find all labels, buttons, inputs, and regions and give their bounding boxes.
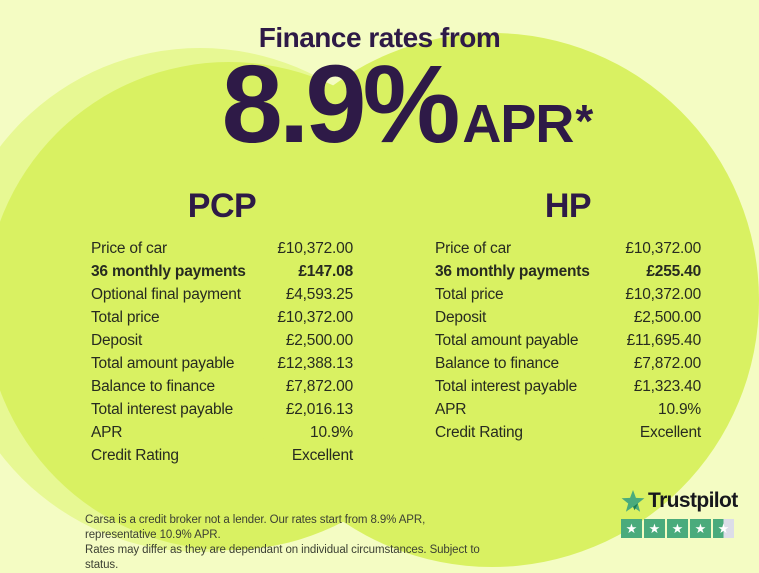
row-value: £10,372.00 — [277, 240, 353, 257]
finance-row — [435, 283, 701, 306]
finance-row — [91, 375, 353, 398]
row-label: Deposit — [435, 309, 487, 326]
row-label: APR — [435, 401, 467, 418]
rating-star-icon: ★ — [713, 519, 734, 538]
finance-row — [91, 352, 353, 375]
finance-row — [91, 306, 353, 329]
rating-star-icon: ★ — [621, 519, 642, 538]
finance-row — [435, 237, 701, 260]
finance-row — [435, 260, 701, 283]
row-value: 10.9% — [658, 401, 701, 418]
trustpilot-wordmark: Trustpilot — [648, 489, 738, 512]
finance-row — [435, 352, 701, 375]
rate-value: 8.9% — [221, 43, 457, 166]
rating-star-icon: ★ — [644, 519, 665, 538]
finance-row — [435, 375, 701, 398]
row-value: £11,695.40 — [626, 332, 701, 349]
hp-rows — [435, 237, 701, 444]
trustpilot-badge — [621, 489, 741, 538]
row-label: Credit Rating — [91, 447, 179, 464]
row-label: 36 monthly payments — [435, 263, 590, 280]
row-value: £4,593.25 — [285, 286, 353, 303]
row-value: £147.08 — [298, 263, 353, 280]
row-label: 36 monthly payments — [91, 263, 246, 280]
finance-row — [91, 237, 353, 260]
row-value: £10,372.00 — [625, 240, 701, 257]
row-label: Total amount payable — [91, 355, 235, 372]
pcp-column-title: PCP — [187, 187, 257, 225]
headline-rate — [28, 43, 759, 166]
finance-row — [435, 421, 701, 444]
finance-row — [91, 283, 353, 306]
row-value: £10,372.00 — [625, 286, 701, 303]
row-value: 10.9% — [310, 424, 353, 441]
row-value: Excellent — [639, 424, 701, 441]
finance-row — [435, 306, 701, 329]
row-label: Total interest payable — [435, 378, 578, 395]
row-label: Price of car — [435, 240, 511, 257]
row-value: £255.40 — [646, 263, 701, 280]
disclaimer-line-1: Carsa is a credit broker not a lender. Our rates start from 8.9% APR, representative 10.9% APR. — [85, 514, 426, 541]
finance-row — [435, 329, 701, 352]
finance-row — [435, 398, 701, 421]
finance-row — [91, 444, 353, 467]
finance-row — [91, 398, 353, 421]
row-value: £12,388.13 — [277, 355, 353, 372]
trustpilot-logo — [621, 489, 741, 513]
row-value: £7,872.00 — [633, 355, 701, 372]
row-label: Total price — [91, 309, 160, 326]
row-value: £7,872.00 — [285, 378, 353, 395]
pcp-rows — [91, 237, 353, 467]
hp-column — [435, 186, 701, 444]
row-label: Balance to finance — [435, 355, 559, 372]
page-title: Finance rates from — [258, 22, 501, 53]
row-value: £2,500.00 — [633, 309, 701, 326]
row-label: APR — [91, 424, 123, 441]
finance-row — [91, 329, 353, 352]
row-label: Balance to finance — [91, 378, 215, 395]
row-value: £1,323.40 — [633, 378, 701, 395]
trustpilot-star-icon — [621, 489, 645, 513]
rate-apr-label: APR — [462, 94, 574, 154]
rating-star-icon: ★ — [667, 519, 688, 538]
row-value: £2,500.00 — [285, 332, 353, 349]
rate-asterisk: * — [575, 95, 594, 147]
row-label: Credit Rating — [435, 424, 523, 441]
row-value: Excellent — [291, 447, 353, 464]
rating-star-icon: ★ — [690, 519, 711, 538]
row-value: £10,372.00 — [277, 309, 353, 326]
finance-row — [91, 260, 353, 283]
pcp-column — [91, 186, 353, 467]
row-label: Optional final payment — [91, 286, 241, 303]
row-value: £2,016.13 — [285, 401, 353, 418]
trustpilot-rating-stars — [621, 519, 741, 538]
row-label: Price of car — [91, 240, 167, 257]
row-label: Deposit — [91, 332, 143, 349]
disclaimer-line-2: Rates may differ as they are dependant on individual circumstances. Subject to status. — [85, 544, 480, 571]
row-label: Total price — [435, 286, 504, 303]
finance-row — [91, 421, 353, 444]
row-label: Total interest payable — [91, 401, 234, 418]
legal-disclaimer — [85, 513, 485, 573]
hp-column-title: HP — [544, 187, 592, 225]
row-label: Total amount payable — [435, 332, 579, 349]
